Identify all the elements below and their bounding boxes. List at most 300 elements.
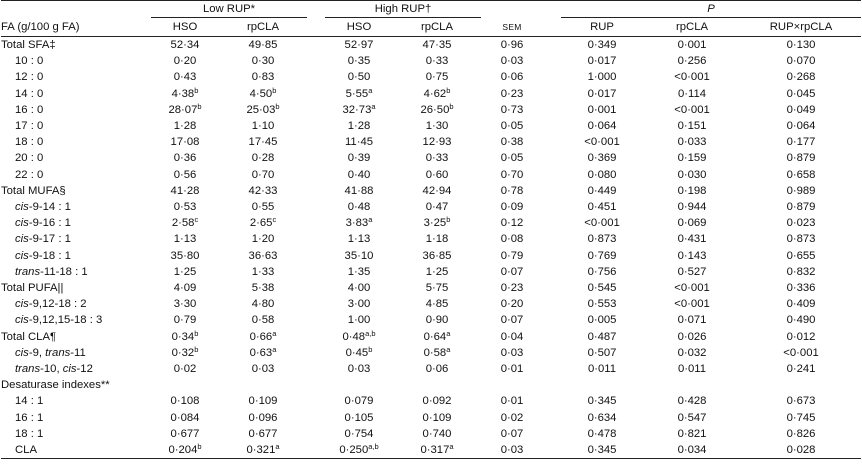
cell-high-rpcla (393, 280, 481, 296)
cell-value: 0·198 (677, 184, 707, 197)
significance-superscript: b (197, 442, 202, 452)
cell-low-hso (151, 102, 219, 118)
cell-high-hso (325, 134, 393, 150)
cell-sem (481, 264, 543, 280)
cell-value: 0·071 (677, 314, 707, 327)
cell-p-rpcla (643, 215, 741, 231)
cell-value: 0·241 (786, 363, 816, 376)
cell-sem (481, 377, 543, 393)
cell-value: 0·177 (786, 136, 816, 149)
cell-value: 0·02 (500, 411, 524, 424)
row-label (1, 199, 151, 215)
table-row (1, 426, 861, 442)
cell-low-rpcla (219, 183, 307, 199)
cell-value: 1·33 (251, 265, 275, 278)
cell-high-hso (325, 118, 393, 134)
table-row (1, 329, 861, 345)
cell-low-rpcla (219, 329, 307, 345)
row-label (1, 329, 151, 345)
cell-value: 0·011 (677, 363, 707, 376)
cell-low-hso (151, 264, 219, 280)
col-hso-high: HSO (325, 18, 393, 37)
significance-superscript: b (197, 101, 202, 111)
cell-value: 0·90 (425, 314, 449, 327)
col-hso-low: HSO (151, 18, 219, 37)
significance-superscript: c (194, 215, 199, 225)
cell-value: 2·65 (249, 217, 273, 230)
cell-high-rpcla (393, 199, 481, 215)
cell-value: 0·017 (587, 55, 617, 68)
cell-sem (481, 248, 543, 264)
cell-value: 26·50 (420, 103, 450, 116)
cell-low-hso (151, 296, 219, 312)
cell-p-rup (561, 296, 643, 312)
cell-p-interaction (741, 377, 861, 393)
cell-value: 0·36 (173, 152, 197, 165)
isomer-prefix: trans (45, 346, 71, 359)
cell-p-interaction (741, 296, 861, 312)
cell-value: 0·39 (347, 152, 371, 165)
cell-low-rpcla (219, 393, 307, 409)
cell-p-rpcla (643, 248, 741, 264)
cell-value: 0·026 (677, 330, 707, 343)
cell-sem (481, 231, 543, 247)
cell-value: 0·507 (587, 346, 617, 359)
cell-value: 0·879 (786, 152, 816, 165)
cell-high-rpcla (393, 329, 481, 345)
cell-low-rpcla (219, 361, 307, 377)
table-row (1, 37, 861, 54)
cell-high-hso (325, 442, 393, 459)
label-text: 12 : 0 (15, 71, 44, 84)
significance-superscript: a,b (368, 442, 379, 452)
cell-value: 0·069 (677, 217, 707, 230)
significance-superscript: a (368, 215, 373, 225)
cell-value: 0·55 (251, 201, 275, 214)
table-row (1, 264, 861, 280)
cell-p-interaction (741, 426, 861, 442)
cell-value: 4·00 (347, 282, 371, 295)
cell-value: 0·673 (786, 395, 816, 408)
cell-value: 0·756 (587, 265, 617, 278)
cell-value: 0·451 (587, 201, 617, 214)
cell-value: 0·12 (500, 217, 524, 230)
cell-value: 0·01 (500, 395, 524, 408)
cell-low-hso (151, 53, 219, 69)
col-p-rup: RUP (561, 18, 643, 37)
cell-low-hso (151, 231, 219, 247)
cell-value: 1·13 (173, 233, 197, 246)
cell-p-interaction (741, 134, 861, 150)
cell-value: 0·38 (500, 136, 524, 149)
fa-column-header: FA (g/100 g FA) (1, 18, 151, 37)
cell-p-interaction (741, 37, 861, 54)
isomer-prefix: cis (15, 298, 29, 311)
cell-high-rpcla (393, 361, 481, 377)
label-text: -12 (76, 363, 93, 376)
cell-high-hso (325, 393, 393, 409)
label-text: 18 : 1 (15, 427, 44, 440)
cell-p-interaction (741, 150, 861, 166)
cell-value: 0·20 (173, 55, 197, 68)
cell-value: 17·08 (170, 136, 200, 149)
cell-value: 0·60 (425, 168, 449, 181)
cell-low-hso (151, 377, 219, 393)
label-text: -11-18 : 1 (40, 265, 88, 278)
cell-high-rpcla (393, 150, 481, 166)
cell-high-rpcla (393, 86, 481, 102)
cell-p-interaction (741, 231, 861, 247)
cell-value: 0·677 (170, 427, 200, 440)
cell-value: 36·85 (422, 249, 452, 262)
cell-value: 0·23 (500, 87, 524, 100)
label-text: 10 : 0 (15, 55, 44, 68)
table-row (1, 231, 861, 247)
group-low-rup: Low RUP* (151, 1, 307, 18)
cell-low-hso (151, 167, 219, 183)
cell-high-hso (325, 37, 393, 54)
row-label (1, 361, 151, 377)
row-label (1, 296, 151, 312)
cell-value: 0·79 (500, 249, 524, 262)
cell-p-rpcla (643, 377, 741, 393)
label-text: Total CLA¶ (1, 330, 57, 343)
cell-value: 0·005 (587, 314, 617, 327)
cell-value: 0·70 (251, 168, 275, 181)
cell-value: 0·03 (251, 363, 275, 376)
cell-value: 0·033 (677, 136, 707, 149)
cell-value: <0·001 (584, 217, 620, 230)
label-text: 16 : 0 (15, 103, 44, 116)
row-label (1, 377, 151, 393)
cell-p-rup (561, 264, 643, 280)
cell-sem (481, 86, 543, 102)
cell-value: 42·94 (422, 184, 452, 197)
cell-value: 11·45 (344, 136, 374, 149)
significance-superscript: a (446, 328, 451, 338)
cell-value: 0·28 (251, 152, 275, 165)
cell-p-rup (561, 37, 643, 54)
cell-value: 0·40 (347, 168, 371, 181)
cell-p-interaction (741, 329, 861, 345)
cell-sem (481, 199, 543, 215)
cell-value: <0·001 (674, 298, 710, 311)
label-text: 20 : 0 (15, 152, 44, 165)
cell-value: 0·02 (173, 363, 197, 376)
cell-value: 0·064 (786, 120, 816, 133)
cell-p-rpcla (643, 167, 741, 183)
cell-high-rpcla (393, 345, 481, 361)
cell-value: 42·33 (248, 184, 278, 197)
cell-p-interaction (741, 167, 861, 183)
cell-value: 4·85 (425, 298, 449, 311)
cell-value: 0·079 (344, 395, 374, 408)
cell-sem (481, 393, 543, 409)
cell-sem (481, 361, 543, 377)
cell-sem (481, 69, 543, 85)
cell-p-rup (561, 134, 643, 150)
cell-value: 0·064 (587, 120, 617, 133)
cell-value: 1·20 (251, 233, 275, 246)
cell-sem (481, 150, 543, 166)
table-row (1, 377, 861, 393)
cell-value: 0·79 (173, 314, 197, 327)
cell-value: 0·06 (500, 71, 524, 84)
label-text: Total PUFA|| (1, 282, 64, 295)
cell-value: <0·001 (674, 71, 710, 84)
cell-value: 0·011 (587, 363, 617, 376)
cell-p-rup (561, 199, 643, 215)
table-row (1, 410, 861, 426)
cell-value: 1·18 (425, 233, 449, 246)
table-row (1, 150, 861, 166)
label-text: 18 : 0 (15, 136, 44, 149)
significance-superscript: c (272, 215, 277, 225)
cell-value: 0·07 (500, 314, 524, 327)
table-row (1, 199, 861, 215)
cell-value: 0·50 (347, 71, 371, 84)
cell-sem (481, 134, 543, 150)
cell-value: 4·62 (423, 87, 447, 100)
cell-sem (481, 442, 543, 459)
cell-sem (481, 280, 543, 296)
row-label (1, 86, 151, 102)
row-label (1, 53, 151, 69)
cell-value: 0·05 (500, 120, 524, 133)
cell-value: 0·428 (677, 395, 707, 408)
cell-value: 1·10 (251, 120, 275, 133)
cell-low-rpcla (219, 312, 307, 328)
significance-superscript: a (449, 442, 454, 452)
cell-value: 0·58 (251, 314, 275, 327)
cell-value: 0·05 (500, 152, 524, 165)
cell-sem (481, 296, 543, 312)
cell-value: 0·049 (786, 103, 816, 116)
row-label (1, 426, 151, 442)
cell-low-hso (151, 118, 219, 134)
cell-value: 25·03 (246, 103, 276, 116)
cell-value: 0·35 (347, 55, 371, 68)
table-row (1, 215, 861, 231)
significance-superscript: a (275, 442, 280, 452)
cell-value: 41·88 (344, 184, 374, 197)
cell-low-rpcla (219, 345, 307, 361)
label-text: -9-14 : 1 (28, 201, 71, 214)
cell-p-rup (561, 167, 643, 183)
cell-value: 5·38 (251, 282, 275, 295)
cell-low-hso (151, 134, 219, 150)
cell-value: 0·032 (677, 346, 707, 359)
significance-superscript: a,b (365, 328, 376, 338)
cell-p-rup (561, 118, 643, 134)
cell-value: 5·75 (425, 282, 449, 295)
cell-value: 0·70 (500, 168, 524, 181)
cell-value: <0·001 (584, 136, 620, 149)
cell-value: 2·58 (171, 217, 195, 230)
cell-value: 1·28 (347, 120, 371, 133)
cell-low-hso (151, 199, 219, 215)
cell-value: 0·130 (786, 39, 816, 51)
cell-value: 0·034 (677, 444, 707, 457)
cell-sem (481, 329, 543, 345)
row-label (1, 118, 151, 134)
cell-p-interaction (741, 345, 861, 361)
significance-superscript: b (446, 215, 451, 225)
cell-value: 49·85 (248, 39, 278, 51)
cell-value: 47·35 (422, 39, 452, 51)
table-row (1, 167, 861, 183)
cell-low-hso (151, 361, 219, 377)
cell-value: 0·745 (786, 411, 816, 424)
cell-value: 0·547 (677, 411, 707, 424)
cell-p-rpcla (643, 118, 741, 134)
isomer-prefix: cis (15, 346, 29, 359)
col-sem: SEM (481, 18, 543, 37)
cell-high-rpcla (393, 53, 481, 69)
cell-high-hso (325, 377, 393, 393)
cell-value: 0·34 (171, 330, 195, 343)
cell-p-interaction (741, 248, 861, 264)
cell-p-rup (561, 410, 643, 426)
cell-p-rup (561, 102, 643, 118)
cell-high-hso (325, 199, 393, 215)
cell-sem (481, 215, 543, 231)
cell-p-rpcla (643, 345, 741, 361)
cell-high-hso (325, 53, 393, 69)
cell-value: 0·09 (500, 201, 524, 214)
cell-value: 3·30 (173, 298, 197, 311)
cell-low-rpcla (219, 215, 307, 231)
cell-value: 0·317 (420, 444, 450, 457)
cell-value: 0·030 (677, 168, 707, 181)
cell-value: 0·45 (345, 346, 369, 359)
significance-superscript: b (368, 344, 373, 354)
cell-value: 0·369 (587, 152, 617, 165)
cell-p-rup (561, 312, 643, 328)
cell-value: 0·109 (248, 395, 278, 408)
table-row (1, 134, 861, 150)
cell-low-hso (151, 393, 219, 409)
cell-p-rup (561, 215, 643, 231)
cell-p-interaction (741, 312, 861, 328)
cell-sem (481, 118, 543, 134)
cell-p-rup (561, 426, 643, 442)
cell-high-rpcla (393, 296, 481, 312)
cell-value: 0·045 (786, 87, 816, 100)
cell-value: 36·63 (248, 249, 278, 262)
cell-low-rpcla (219, 442, 307, 459)
row-label (1, 215, 151, 231)
cell-value: 0·028 (786, 444, 816, 457)
cell-high-hso (325, 312, 393, 328)
cell-low-rpcla (219, 231, 307, 247)
cell-value: 0·001 (587, 103, 617, 116)
significance-superscript: b (194, 85, 199, 95)
label-text: -9-18 : 1 (28, 249, 71, 262)
cell-p-rpcla (643, 410, 741, 426)
cell-p-rup (561, 53, 643, 69)
cell-low-rpcla (219, 134, 307, 150)
cell-sem (481, 426, 543, 442)
cell-high-rpcla (393, 167, 481, 183)
cell-high-rpcla (393, 410, 481, 426)
isomer-prefix: cis (15, 217, 29, 230)
cell-low-hso (151, 345, 219, 361)
row-label (1, 102, 151, 118)
cell-p-rpcla (643, 69, 741, 85)
cell-p-rup (561, 329, 643, 345)
cell-value: 0·023 (786, 217, 816, 230)
cell-value: 0·43 (173, 71, 197, 84)
significance-superscript: a (272, 328, 277, 338)
row-label (1, 393, 151, 409)
label-text: Desaturase indexes** (1, 379, 110, 392)
cell-value: 1·00 (347, 314, 371, 327)
cell-value: 4·09 (173, 282, 197, 295)
cell-low-hso (151, 69, 219, 85)
cell-p-rpcla (643, 134, 741, 150)
cell-high-hso (325, 183, 393, 199)
cell-p-rup (561, 361, 643, 377)
cell-low-rpcla (219, 410, 307, 426)
cell-value: 0·080 (587, 168, 617, 181)
row-label (1, 183, 151, 199)
cell-high-rpcla (393, 231, 481, 247)
cell-value: 0·268 (786, 71, 816, 84)
cell-p-interaction (741, 183, 861, 199)
cell-p-rup (561, 150, 643, 166)
cell-value: 0·449 (587, 184, 617, 197)
cell-value: 0·07 (500, 427, 524, 440)
cell-p-rup (561, 377, 643, 393)
cell-value: 4·38 (171, 87, 195, 100)
cell-p-rpcla (643, 231, 741, 247)
cell-high-rpcla (393, 312, 481, 328)
cell-value: 0·070 (786, 55, 816, 68)
cell-value: 0·03 (347, 363, 371, 376)
row-label (1, 248, 151, 264)
cell-value: 0·109 (422, 411, 452, 424)
row-label (1, 231, 151, 247)
cell-p-interaction (741, 442, 861, 459)
label-text: -9,12-18 : 2 (28, 298, 87, 311)
significance-superscript: b (272, 85, 277, 95)
cell-value: 0·73 (500, 103, 524, 116)
cell-value: 0·33 (425, 152, 449, 165)
cell-high-rpcla (393, 215, 481, 231)
table-row (1, 442, 861, 459)
cell-value: 0·204 (168, 444, 198, 457)
cell-p-rup (561, 69, 643, 85)
group-header-row (1, 1, 861, 18)
cell-value: 0·48 (347, 201, 371, 214)
cell-high-rpcla (393, 442, 481, 459)
cell-value: 0·58 (423, 346, 447, 359)
isomer-prefix: cis (15, 314, 29, 327)
cell-value: 0·321 (246, 444, 276, 457)
cell-low-hso (151, 329, 219, 345)
cell-p-rpcla (643, 280, 741, 296)
cell-p-interaction (741, 53, 861, 69)
row-label (1, 37, 151, 54)
cell-value: 32·73 (342, 103, 372, 116)
cell-value: 5·55 (345, 87, 369, 100)
cell-value: 0·821 (677, 427, 707, 440)
cell-value: 0·159 (677, 152, 707, 165)
cell-value: 1·25 (173, 265, 197, 278)
cell-p-rup (561, 183, 643, 199)
cell-value: 0·017 (587, 87, 617, 100)
